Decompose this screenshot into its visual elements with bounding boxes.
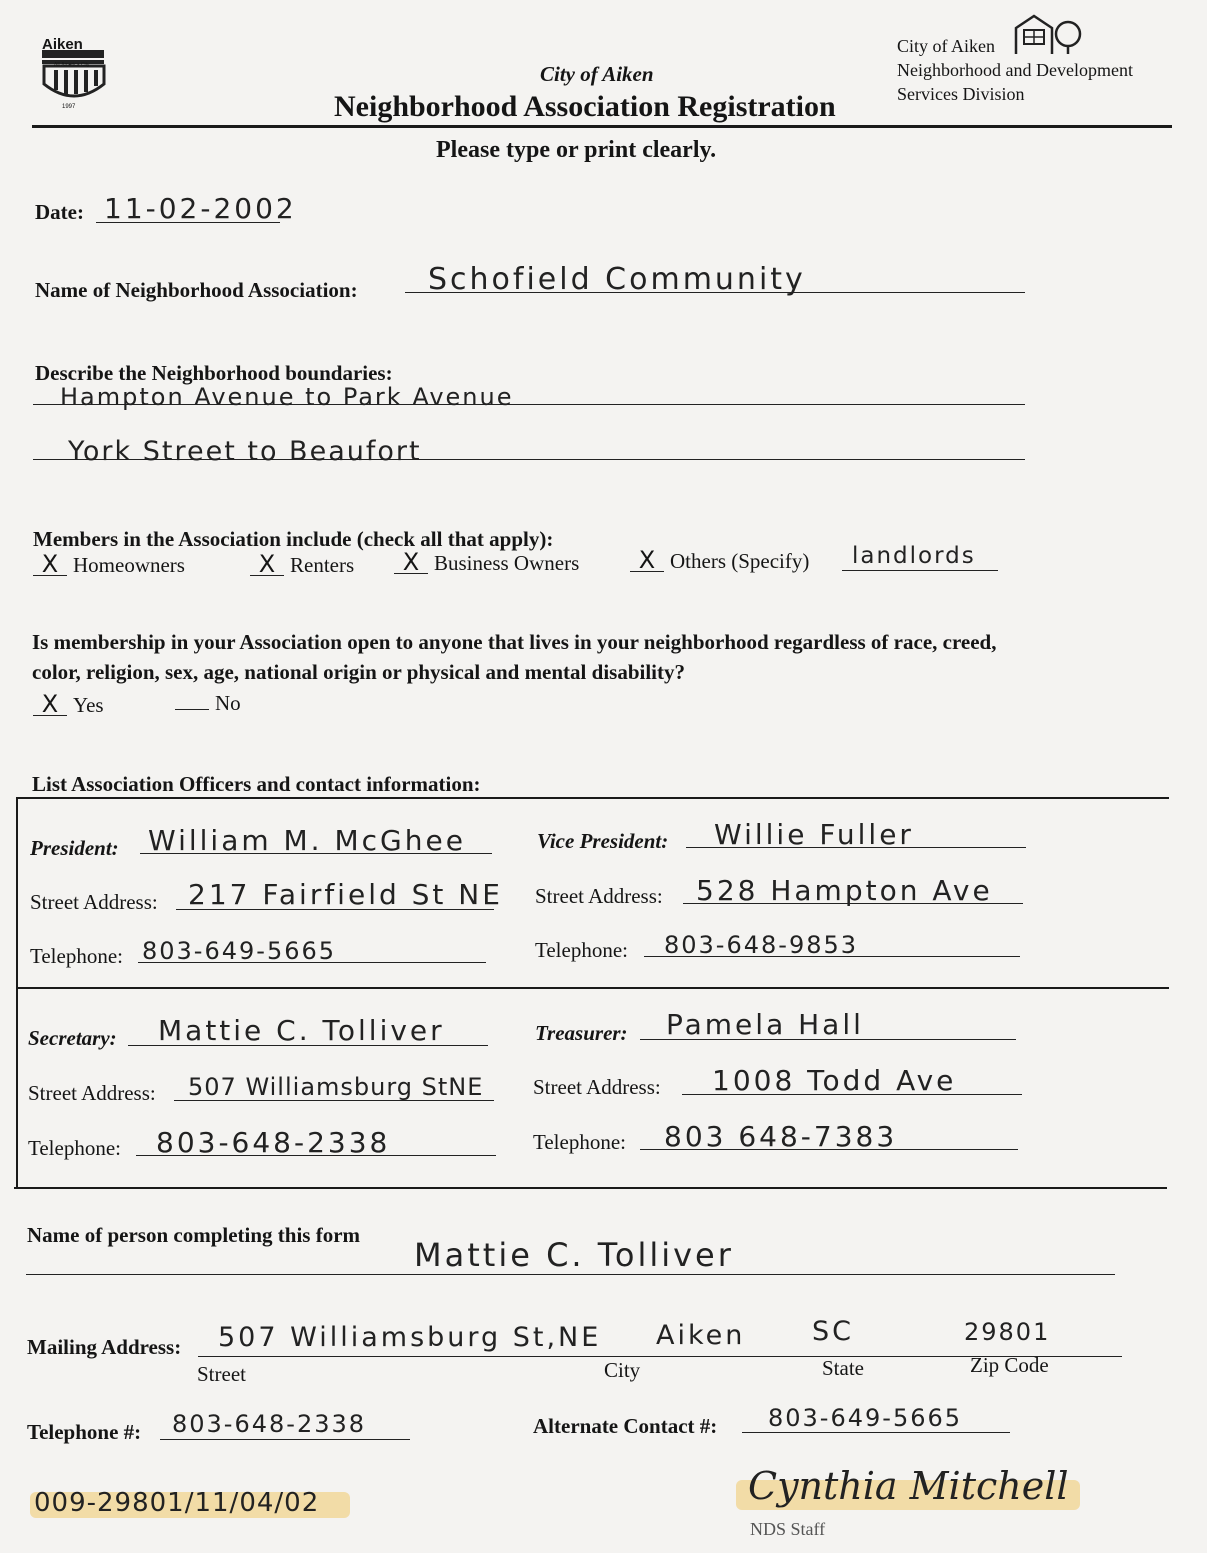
others-value[interactable]: landlords [852,543,976,569]
zip-caption: Zip Code [970,1353,1049,1377]
logo-subtext: All-America City [54,62,90,68]
mailing-city[interactable]: Aiken [656,1320,746,1351]
completed-by-label: Name of person completing this form [27,1223,361,1247]
secretary-address[interactable]: 507 Williamsburg StNE [188,1073,484,1101]
logo-text: Aiken [42,36,83,53]
mailing-zip[interactable]: 29801 [964,1318,1051,1346]
telephone-value[interactable]: 803-648-2338 [172,1410,367,1438]
treasurer-name[interactable]: Pamela Hall [666,1008,864,1041]
instruction: Please type or print clearly. [436,137,717,163]
treasurer-telephone[interactable]: 803 648-7383 [664,1120,898,1153]
street-caption: Street [197,1362,246,1386]
member-option-others[interactable]: X Others (Specify) [630,549,809,574]
mailing-label: Mailing Address: [27,1335,182,1359]
secretary-name[interactable]: Mattie C. Tolliver [158,1014,445,1047]
secretary-address-label: Street Address: [28,1081,156,1105]
president-address-label: Street Address: [30,890,158,914]
president-telephone[interactable]: 803-649-5665 [142,937,337,965]
telephone-label: Telephone #: [27,1420,142,1444]
president-address[interactable]: 217 Fairfield St NE [188,878,503,911]
secretary-title: Secretary: [28,1026,117,1050]
state-caption: State [822,1356,864,1380]
association-label: Name of Neighborhood Association: [35,278,358,302]
checkbox-homeowners[interactable]: X [33,553,67,576]
checkbox-others[interactable]: X [630,549,664,572]
staff-caption: NDS Staff [750,1519,826,1539]
checkbox-no[interactable] [175,709,209,710]
mailing-state[interactable]: SC [812,1316,854,1347]
secretary-telephone-label: Telephone: [28,1136,121,1160]
checkbox-yes[interactable]: X [33,693,67,716]
vice-president-address-label: Street Address: [535,884,663,908]
vice-president-telephone-label: Telephone: [535,938,628,962]
staff-signature: Cynthia Mitchell [748,1464,1069,1508]
dept-line3: Services Division [897,84,1025,104]
completed-by-line [26,1274,1115,1275]
vice-president-title: Vice President: [537,829,669,853]
city-caption: City [604,1358,641,1382]
officers-label: List Association Officers and contact information: [32,772,481,796]
alternate-line [742,1432,1010,1433]
treasurer-telephone-label: Telephone: [533,1130,626,1154]
city-name: City of Aiken [540,62,654,86]
president-title: President: [30,836,119,860]
membership-yes[interactable]: X Yes [33,693,104,718]
treasurer-address[interactable]: 1008 Todd Ave [712,1064,957,1097]
membership-question-2: color, religion, sex, age, national origin or physical and mental disability? [32,660,685,684]
dept-line2: Neighborhood and Development [897,60,1133,80]
member-option-homeowners[interactable]: X Homeowners [33,553,185,578]
file-code: 009-29801/11/04/02 [34,1488,320,1518]
members-label: Members in the Association include (check all that apply): [33,527,554,551]
boundaries-label: Describe the Neighborhood boundaries: [35,361,393,385]
completed-by-value[interactable]: Mattie C. Tolliver [414,1236,734,1274]
member-option-renters[interactable]: X Renters [250,553,354,578]
logo-year: 1997 [62,104,76,110]
association-value[interactable]: Schofield Community [428,262,806,297]
others-line [842,570,998,571]
vice-president-telephone[interactable]: 803-648-9853 [664,931,859,959]
boundary-value-2[interactable]: York Street to Beaufort [68,436,422,467]
checkbox-business-owners[interactable]: X [394,551,428,574]
secretary-telephone[interactable]: 803-648-2338 [156,1126,391,1159]
member-option-business-owners[interactable]: X Business Owners [394,551,579,576]
mailing-street[interactable]: 507 Williamsburg St,NE [218,1322,602,1353]
checkbox-renters[interactable]: X [250,553,284,576]
treasurer-title: Treasurer: [535,1021,628,1045]
membership-question-1: Is membership in your Association open to anyone that lives in your neighborhood regardless of race, creed, [32,630,997,654]
telephone-line [160,1439,410,1440]
date-label: Date: [35,200,84,224]
date-value[interactable]: 11-02-2002 [104,192,297,225]
membership-no[interactable]: No [175,691,241,716]
boundary-value-1[interactable]: Hampton Avenue to Park Avenue [60,383,514,411]
vice-president-name[interactable]: Willie Fuller [714,818,914,851]
alternate-label: Alternate Contact #: [533,1414,718,1438]
header-divider [32,125,1172,128]
treasurer-address-label: Street Address: [533,1075,661,1099]
president-telephone-label: Telephone: [30,944,123,968]
house-icon [1012,14,1082,56]
vice-president-address[interactable]: 528 Hampton Ave [696,874,993,907]
dept-line1: City of Aiken [897,36,995,56]
alternate-value[interactable]: 803-649-5665 [768,1404,963,1432]
form-title: Neighborhood Association Registration [334,90,836,123]
president-name[interactable]: William M. McGhee [148,824,466,857]
